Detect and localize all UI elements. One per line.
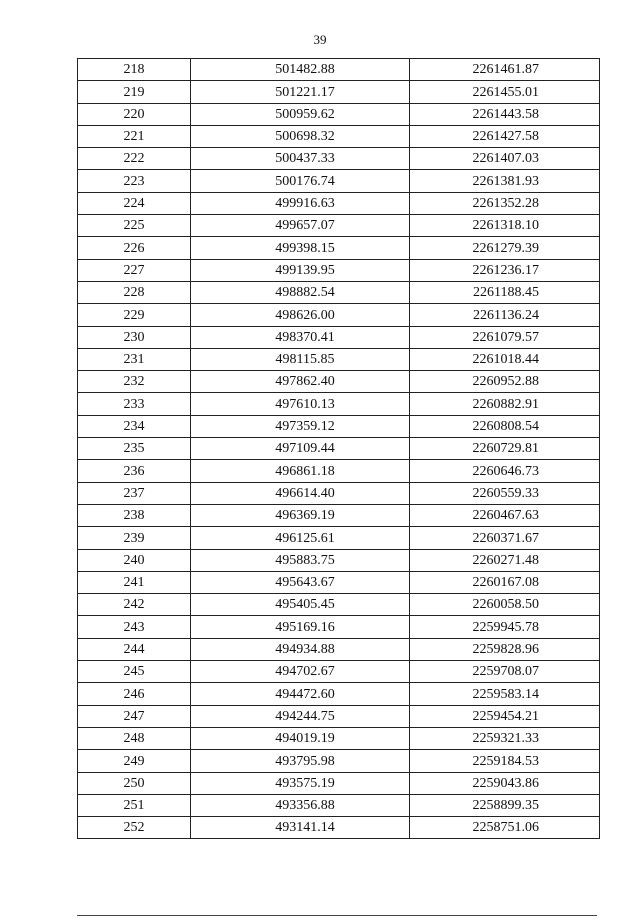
x-coordinate-cell bbox=[191, 192, 410, 214]
point-number-cell: 236 bbox=[78, 460, 191, 482]
x-coordinate-value: 498370.41 bbox=[275, 329, 335, 345]
point-number-cell: 222 bbox=[78, 148, 191, 170]
y-coordinate-value: 2260952.88 bbox=[472, 374, 539, 390]
x-coordinate-cell bbox=[191, 438, 410, 460]
x-coordinate-value: 494702.67 bbox=[275, 664, 335, 680]
y-coordinate-cell bbox=[410, 772, 600, 794]
table-row bbox=[78, 371, 600, 393]
y-coordinate-value: 2258899.35 bbox=[472, 798, 539, 814]
y-coordinate-cell bbox=[410, 259, 600, 281]
point-number-cell: 231 bbox=[78, 348, 191, 370]
y-coordinate-value: 2261236.17 bbox=[472, 262, 539, 278]
y-coordinate-cell bbox=[410, 371, 600, 393]
y-coordinate-cell bbox=[410, 215, 600, 237]
y-coordinate-cell bbox=[410, 326, 600, 348]
y-coordinate-value: 2260559.33 bbox=[472, 485, 539, 501]
x-coordinate-value: 501221.17 bbox=[275, 84, 335, 100]
x-coordinate-cell bbox=[191, 482, 410, 504]
point-number-cell: 235 bbox=[78, 438, 191, 460]
table-row bbox=[78, 683, 600, 705]
y-coordinate-cell bbox=[410, 527, 600, 549]
point-number-cell: 225 bbox=[78, 215, 191, 237]
x-coordinate-cell bbox=[191, 683, 410, 705]
point-number-cell: 248 bbox=[78, 727, 191, 749]
point-number-cell: 241 bbox=[78, 571, 191, 593]
point-number-cell: 240 bbox=[78, 549, 191, 571]
y-coordinate-cell bbox=[410, 482, 600, 504]
x-coordinate-value: 494244.75 bbox=[275, 708, 335, 724]
point-number-cell: 218 bbox=[78, 59, 191, 81]
x-coordinate-value: 498626.00 bbox=[275, 307, 335, 323]
table-row bbox=[78, 304, 600, 326]
x-coordinate-cell bbox=[191, 616, 410, 638]
table-row bbox=[78, 393, 600, 415]
y-coordinate-cell bbox=[410, 817, 600, 839]
x-coordinate-cell bbox=[191, 549, 410, 571]
x-coordinate-value: 496125.61 bbox=[275, 530, 335, 546]
point-number-cell: 221 bbox=[78, 125, 191, 147]
y-coordinate-value: 2260729.81 bbox=[472, 441, 539, 457]
x-coordinate-cell bbox=[191, 705, 410, 727]
y-coordinate-value: 2258751.06 bbox=[472, 820, 539, 836]
y-coordinate-value: 2260882.91 bbox=[472, 396, 539, 412]
x-coordinate-value: 493575.19 bbox=[275, 775, 335, 791]
table-row bbox=[78, 460, 600, 482]
table-row bbox=[78, 616, 600, 638]
point-number-cell: 250 bbox=[78, 772, 191, 794]
table-row bbox=[78, 348, 600, 370]
point-number-cell: 249 bbox=[78, 750, 191, 772]
y-coordinate-value: 2260808.54 bbox=[472, 419, 539, 435]
y-coordinate-value: 2261018.44 bbox=[472, 352, 539, 368]
y-coordinate-cell bbox=[410, 794, 600, 816]
y-coordinate-cell bbox=[410, 281, 600, 303]
y-coordinate-cell bbox=[410, 103, 600, 125]
x-coordinate-value: 496861.18 bbox=[275, 463, 335, 479]
x-coordinate-cell bbox=[191, 504, 410, 526]
x-coordinate-cell bbox=[191, 125, 410, 147]
x-coordinate-value: 493356.88 bbox=[275, 798, 335, 814]
y-coordinate-cell bbox=[410, 59, 600, 81]
table-row bbox=[78, 237, 600, 259]
y-coordinate-value: 2260371.67 bbox=[472, 530, 539, 546]
table-row bbox=[78, 170, 600, 192]
bottom-rule bbox=[77, 915, 597, 916]
x-coordinate-cell bbox=[191, 259, 410, 281]
table-row bbox=[78, 415, 600, 437]
y-coordinate-value: 2261318.10 bbox=[472, 218, 539, 234]
x-coordinate-cell bbox=[191, 571, 410, 593]
y-coordinate-cell bbox=[410, 750, 600, 772]
x-coordinate-cell bbox=[191, 415, 410, 437]
x-coordinate-value: 497862.40 bbox=[275, 374, 335, 390]
y-coordinate-cell bbox=[410, 727, 600, 749]
x-coordinate-cell bbox=[191, 460, 410, 482]
x-coordinate-value: 495169.16 bbox=[275, 619, 335, 635]
y-coordinate-value: 2259828.96 bbox=[472, 642, 539, 658]
y-coordinate-cell bbox=[410, 192, 600, 214]
x-coordinate-cell bbox=[191, 594, 410, 616]
x-coordinate-cell bbox=[191, 817, 410, 839]
table-row bbox=[78, 727, 600, 749]
x-coordinate-cell bbox=[191, 170, 410, 192]
y-coordinate-value: 2261443.58 bbox=[472, 106, 539, 122]
y-coordinate-value: 2260058.50 bbox=[472, 597, 539, 613]
y-coordinate-cell bbox=[410, 304, 600, 326]
x-coordinate-value: 494934.88 bbox=[275, 642, 335, 658]
y-coordinate-cell bbox=[410, 571, 600, 593]
y-coordinate-cell bbox=[410, 683, 600, 705]
y-coordinate-cell bbox=[410, 237, 600, 259]
table-row bbox=[78, 638, 600, 660]
y-coordinate-cell bbox=[410, 415, 600, 437]
y-coordinate-value: 2261352.28 bbox=[472, 196, 539, 212]
y-coordinate-value: 2261079.57 bbox=[472, 329, 539, 345]
point-number-cell: 252 bbox=[78, 817, 191, 839]
x-coordinate-cell bbox=[191, 393, 410, 415]
y-coordinate-value: 2261188.45 bbox=[473, 285, 539, 301]
table-row bbox=[78, 482, 600, 504]
point-number-cell: 228 bbox=[78, 281, 191, 303]
x-coordinate-cell bbox=[191, 661, 410, 683]
point-number-cell: 246 bbox=[78, 683, 191, 705]
point-number-cell: 237 bbox=[78, 482, 191, 504]
y-coordinate-value: 2261279.39 bbox=[472, 240, 539, 256]
y-coordinate-value: 2260646.73 bbox=[472, 463, 539, 479]
y-coordinate-cell bbox=[410, 170, 600, 192]
y-coordinate-value: 2259583.14 bbox=[472, 686, 539, 702]
y-coordinate-cell bbox=[410, 393, 600, 415]
x-coordinate-value: 499139.95 bbox=[275, 262, 335, 278]
point-number-cell: 230 bbox=[78, 326, 191, 348]
x-coordinate-cell bbox=[191, 59, 410, 81]
point-number-cell: 219 bbox=[78, 81, 191, 103]
x-coordinate-cell bbox=[191, 103, 410, 125]
x-coordinate-cell bbox=[191, 237, 410, 259]
x-coordinate-value: 501482.88 bbox=[275, 62, 335, 78]
x-coordinate-value: 497359.12 bbox=[275, 419, 335, 435]
table-row bbox=[78, 81, 600, 103]
x-coordinate-cell bbox=[191, 215, 410, 237]
point-number-cell: 227 bbox=[78, 259, 191, 281]
y-coordinate-cell bbox=[410, 460, 600, 482]
table-row bbox=[78, 438, 600, 460]
y-coordinate-cell bbox=[410, 81, 600, 103]
x-coordinate-value: 493141.14 bbox=[275, 820, 335, 836]
x-coordinate-value: 495883.75 bbox=[275, 552, 335, 568]
x-coordinate-value: 499657.07 bbox=[275, 218, 335, 234]
y-coordinate-value: 2261381.93 bbox=[472, 173, 539, 189]
table-row bbox=[78, 192, 600, 214]
x-coordinate-cell bbox=[191, 281, 410, 303]
x-coordinate-cell bbox=[191, 638, 410, 660]
y-coordinate-cell bbox=[410, 348, 600, 370]
y-coordinate-value: 2260167.08 bbox=[472, 575, 539, 591]
y-coordinate-value: 2260271.48 bbox=[472, 552, 539, 568]
point-number-cell: 224 bbox=[78, 192, 191, 214]
y-coordinate-cell bbox=[410, 125, 600, 147]
y-coordinate-value: 2259708.07 bbox=[472, 664, 539, 680]
point-number-cell: 233 bbox=[78, 393, 191, 415]
table-row bbox=[78, 705, 600, 727]
table-row bbox=[78, 504, 600, 526]
x-coordinate-value: 499916.63 bbox=[275, 196, 335, 212]
x-coordinate-value: 494019.19 bbox=[275, 731, 335, 747]
x-coordinate-cell bbox=[191, 527, 410, 549]
table-row bbox=[78, 103, 600, 125]
y-coordinate-cell bbox=[410, 438, 600, 460]
point-number-cell: 239 bbox=[78, 527, 191, 549]
x-coordinate-cell bbox=[191, 148, 410, 170]
y-coordinate-value: 2259321.33 bbox=[472, 731, 539, 747]
x-coordinate-cell bbox=[191, 326, 410, 348]
x-coordinate-value: 498882.54 bbox=[275, 285, 335, 301]
point-number-cell: 232 bbox=[78, 371, 191, 393]
y-coordinate-value: 2259043.86 bbox=[472, 775, 539, 791]
y-coordinate-value: 2261461.87 bbox=[472, 62, 539, 78]
point-number-cell: 223 bbox=[78, 170, 191, 192]
x-coordinate-cell bbox=[191, 772, 410, 794]
point-number-cell: 244 bbox=[78, 638, 191, 660]
x-coordinate-cell bbox=[191, 81, 410, 103]
table-row bbox=[78, 794, 600, 816]
x-coordinate-value: 493795.98 bbox=[275, 753, 335, 769]
y-coordinate-value: 2261427.58 bbox=[472, 129, 539, 145]
x-coordinate-value: 498115.85 bbox=[275, 352, 335, 368]
x-coordinate-value: 494472.60 bbox=[275, 686, 335, 702]
y-coordinate-cell bbox=[410, 661, 600, 683]
point-number-cell: 242 bbox=[78, 594, 191, 616]
point-number-cell: 247 bbox=[78, 705, 191, 727]
x-coordinate-value: 500698.32 bbox=[275, 129, 335, 145]
x-coordinate-cell bbox=[191, 348, 410, 370]
table-row bbox=[78, 549, 600, 571]
point-number-cell: 234 bbox=[78, 415, 191, 437]
point-number-cell: 251 bbox=[78, 794, 191, 816]
coordinate-table bbox=[77, 58, 600, 839]
table-row bbox=[78, 125, 600, 147]
y-coordinate-cell bbox=[410, 504, 600, 526]
table-row bbox=[78, 594, 600, 616]
y-coordinate-cell bbox=[410, 638, 600, 660]
x-coordinate-cell bbox=[191, 727, 410, 749]
table-row bbox=[78, 750, 600, 772]
x-coordinate-value: 495405.45 bbox=[275, 597, 335, 613]
x-coordinate-value: 497610.13 bbox=[275, 396, 335, 412]
table-row bbox=[78, 281, 600, 303]
x-coordinate-cell bbox=[191, 750, 410, 772]
x-coordinate-value: 500176.74 bbox=[275, 173, 335, 189]
point-number-cell: 245 bbox=[78, 661, 191, 683]
y-coordinate-value: 2259184.53 bbox=[472, 753, 539, 769]
y-coordinate-value: 2261407.03 bbox=[472, 151, 539, 167]
page-number: 39 bbox=[313, 32, 327, 47]
table-row bbox=[78, 215, 600, 237]
table-body bbox=[78, 59, 600, 839]
y-coordinate-value: 2259945.78 bbox=[472, 619, 539, 635]
y-coordinate-value: 2261455.01 bbox=[472, 84, 539, 100]
y-coordinate-cell bbox=[410, 148, 600, 170]
x-coordinate-value: 500959.62 bbox=[275, 106, 335, 122]
y-coordinate-value: 2261136.24 bbox=[473, 307, 539, 323]
table-row bbox=[78, 148, 600, 170]
table-row bbox=[78, 59, 600, 81]
point-number-cell: 220 bbox=[78, 103, 191, 125]
y-coordinate-cell bbox=[410, 594, 600, 616]
table-row bbox=[78, 817, 600, 839]
table-row bbox=[78, 527, 600, 549]
table-row bbox=[78, 661, 600, 683]
x-coordinate-value: 500437.33 bbox=[275, 151, 335, 167]
point-number-cell: 238 bbox=[78, 504, 191, 526]
y-coordinate-value: 2260467.63 bbox=[472, 508, 539, 524]
y-coordinate-cell bbox=[410, 549, 600, 571]
table-row bbox=[78, 259, 600, 281]
x-coordinate-cell bbox=[191, 371, 410, 393]
x-coordinate-cell bbox=[191, 304, 410, 326]
point-number-cell: 229 bbox=[78, 304, 191, 326]
x-coordinate-value: 496369.19 bbox=[275, 508, 335, 524]
table-row bbox=[78, 772, 600, 794]
y-coordinate-cell bbox=[410, 616, 600, 638]
table-row bbox=[78, 326, 600, 348]
table-row bbox=[78, 571, 600, 593]
point-number-cell: 226 bbox=[78, 237, 191, 259]
x-coordinate-value: 496614.40 bbox=[275, 485, 335, 501]
y-coordinate-cell bbox=[410, 705, 600, 727]
point-number-cell: 243 bbox=[78, 616, 191, 638]
x-coordinate-cell bbox=[191, 794, 410, 816]
x-coordinate-value: 499398.15 bbox=[275, 240, 335, 256]
x-coordinate-value: 497109.44 bbox=[275, 441, 335, 457]
x-coordinate-value: 495643.67 bbox=[275, 575, 335, 591]
y-coordinate-value: 2259454.21 bbox=[472, 708, 539, 724]
